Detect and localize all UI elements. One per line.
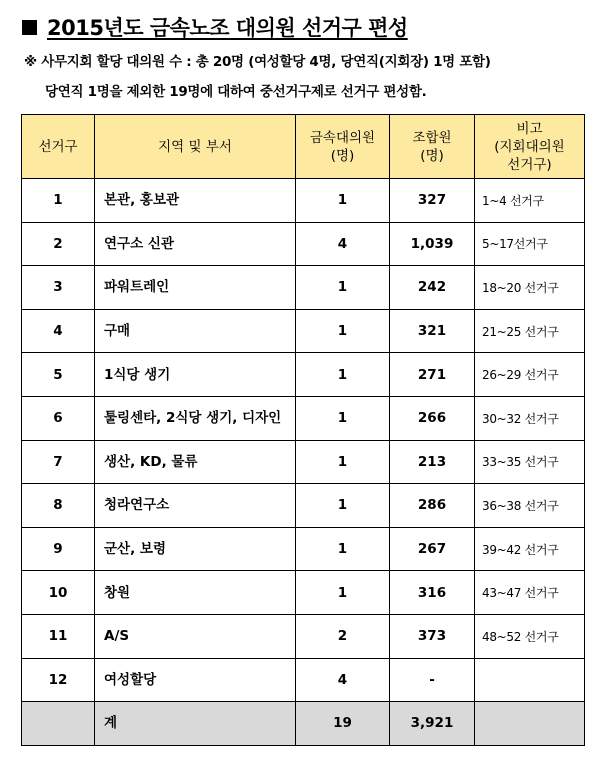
table-row	[22, 353, 585, 397]
cell-delegates: 1	[296, 440, 390, 484]
cell-note: 36~38 선거구	[475, 484, 585, 528]
cell-district: 7	[22, 440, 95, 484]
cell-district: 11	[22, 614, 95, 658]
cell-note: 1~4 선거구	[475, 179, 585, 223]
cell-district: 12	[22, 658, 95, 702]
cell-delegates: 1	[296, 179, 390, 223]
cell-region: 1식당 생기	[95, 353, 296, 397]
table-header-row	[22, 115, 585, 179]
title-row	[22, 10, 408, 44]
header-note-line3: 선거구)	[507, 156, 552, 173]
cell-region: 창원	[95, 571, 296, 615]
table-row	[22, 309, 585, 353]
cell-delegates: 4	[296, 222, 390, 266]
header-district: 선거구	[22, 115, 95, 179]
cell-note: 18~20 선거구	[475, 266, 585, 310]
cell-total-note	[475, 702, 585, 746]
cell-members: -	[390, 658, 475, 702]
header-note-line2: (지회대의원	[494, 138, 565, 155]
note-line-2: 당연직 1명을 제외한 19명에 대하여 중선거구제로 선거구 편성함.	[45, 84, 427, 100]
cell-district: 1	[22, 179, 95, 223]
cell-total-members: 3,921	[390, 702, 475, 746]
table-row	[22, 222, 585, 266]
cell-members: 213	[390, 440, 475, 484]
cell-note: 39~42 선거구	[475, 527, 585, 571]
header-delegates	[296, 115, 390, 179]
table-row	[22, 614, 585, 658]
table-row	[22, 396, 585, 440]
cell-members: 267	[390, 527, 475, 571]
cell-delegates: 4	[296, 658, 390, 702]
cell-members: 1,039	[390, 222, 475, 266]
total-row	[22, 702, 585, 746]
cell-delegates: 1	[296, 353, 390, 397]
cell-members: 286	[390, 484, 475, 528]
cell-total-delegates: 19	[296, 702, 390, 746]
district-table	[21, 114, 585, 746]
cell-delegates: 1	[296, 309, 390, 353]
cell-district: 3	[22, 266, 95, 310]
cell-note: 21~25 선거구	[475, 309, 585, 353]
cell-district: 5	[22, 353, 95, 397]
cell-region: 여성할당	[95, 658, 296, 702]
table-row	[22, 484, 585, 528]
cell-delegates: 2	[296, 614, 390, 658]
table-row	[22, 179, 585, 223]
header-note-line1: 비고	[516, 120, 543, 137]
cell-region: 구매	[95, 309, 296, 353]
cell-district: 4	[22, 309, 95, 353]
header-members	[390, 115, 475, 179]
cell-members: 316	[390, 571, 475, 615]
cell-delegates: 1	[296, 396, 390, 440]
header-delegates-line1: 금속대의원	[309, 129, 376, 146]
cell-district: 8	[22, 484, 95, 528]
cell-district: 6	[22, 396, 95, 440]
cell-note: 5~17선거구	[475, 222, 585, 266]
cell-district: 9	[22, 527, 95, 571]
cell-region: A/S	[95, 614, 296, 658]
cell-region: 툴링센타, 2식당 생기, 디자인	[95, 396, 296, 440]
cell-delegates: 1	[296, 266, 390, 310]
cell-delegates: 1	[296, 571, 390, 615]
header-region: 지역 및 부서	[95, 115, 296, 179]
cell-total-label: 계	[95, 702, 296, 746]
cell-note: 43~47 선거구	[475, 571, 585, 615]
note-line-1: ※ 사무지회 할당 대의원 수 : 총 20명 (여성할당 4명, 당연직(지회장) 1명 포함)	[24, 54, 491, 70]
table-row	[22, 527, 585, 571]
cell-note	[475, 658, 585, 702]
page-title: 2015년도 금속노조 대의원 선거구 편성	[47, 16, 408, 40]
table-row	[22, 658, 585, 702]
cell-district: 10	[22, 571, 95, 615]
cell-members: 242	[390, 266, 475, 310]
cell-region: 군산, 보령	[95, 527, 296, 571]
table-row	[22, 266, 585, 310]
cell-total-blank	[22, 702, 95, 746]
header-delegates-line2: (명)	[330, 147, 355, 164]
cell-delegates: 1	[296, 484, 390, 528]
header-note	[475, 115, 585, 179]
header-members-line2: (명)	[420, 147, 444, 164]
cell-note: 48~52 선거구	[475, 614, 585, 658]
cell-delegates: 1	[296, 527, 390, 571]
cell-region: 연구소 신관	[95, 222, 296, 266]
cell-region: 생산, KD, 물류	[95, 440, 296, 484]
cell-members: 327	[390, 179, 475, 223]
cell-members: 266	[390, 396, 475, 440]
table-row	[22, 571, 585, 615]
cell-members: 321	[390, 309, 475, 353]
cell-note: 26~29 선거구	[475, 353, 585, 397]
square-bullet-icon	[22, 20, 37, 35]
table-row	[22, 440, 585, 484]
cell-note: 33~35 선거구	[475, 440, 585, 484]
header-members-line1: 조합원	[412, 129, 452, 146]
cell-members: 373	[390, 614, 475, 658]
cell-note: 30~32 선거구	[475, 396, 585, 440]
cell-region: 파워트레인	[95, 266, 296, 310]
cell-region: 본관, 홍보관	[95, 179, 296, 223]
cell-members: 271	[390, 353, 475, 397]
cell-region: 청라연구소	[95, 484, 296, 528]
cell-district: 2	[22, 222, 95, 266]
